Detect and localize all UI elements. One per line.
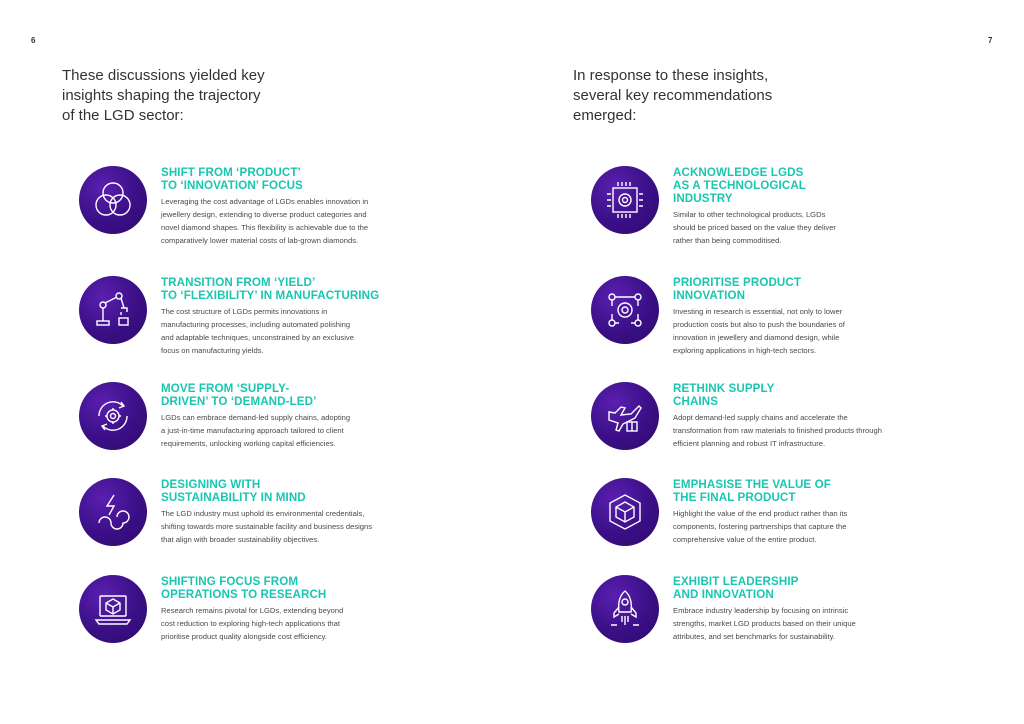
- chip-gear-icon: [591, 166, 659, 234]
- gear-cycle-icon: [79, 382, 147, 450]
- rocket-icon: [591, 575, 659, 643]
- item-body: Investing in research is essential, not only to lower production costs but also to push the boundaries of innovation in jewellery and diamond design, while exploring applications in high-tech sectors.: [673, 307, 845, 355]
- item-body: LGDs can embrace demand-led supply chains, adopting a just-in-time manufacturing approach tailored to client requirements, unlocking working capital efficiencies.: [161, 413, 351, 448]
- item-heading: PRIORITISE PRODUCT INNOVATION: [673, 276, 802, 302]
- item-body: Research remains pivotal for LGDs, extending beyond cost reduction to exploring high-tech applications that prioritise product quality alongside cost efficiency.: [161, 606, 344, 641]
- gear-network-icon: [591, 276, 659, 344]
- page-number-right: 7: [988, 36, 993, 45]
- left-intro-text: These discussions yielded key insights shaping the trajectory of the LGD sector:: [62, 67, 265, 124]
- item-body: Similar to other technological products, LGDs should be priced based on the value they deliver rather than being commoditised.: [673, 210, 836, 245]
- item-heading: SHIFT FROM ‘PRODUCT’ TO ‘INNOVATION’ FOCUS: [161, 166, 303, 192]
- cube-icon: [591, 478, 659, 546]
- overlapping-circles-icon: [79, 166, 147, 234]
- item-body: Embrace industry leadership by focusing on intrinsic strengths, market LGD products based on their unique attributes, and set benchmarks for sustainability.: [673, 606, 856, 641]
- item-body: The cost structure of LGDs permits innovations in manufacturing processes, including automated polishing and adaptable techniques, unconstrained by an exclusive focus on manufacturing yields.: [161, 307, 354, 355]
- right-intro-text: In response to these insights, several key recommendations emerged:: [573, 67, 773, 124]
- item-heading: ACKNOWLEDGE LGDS AS A TECHNOLOGICAL INDUSTRY: [673, 166, 806, 205]
- airplane-box-icon: [591, 382, 659, 450]
- item-heading: EXHIBIT LEADERSHIP AND INNOVATION: [673, 575, 799, 601]
- page-number-left: 6: [31, 36, 36, 45]
- item-heading: TRANSITION FROM ‘YIELD’ TO ‘FLEXIBILITY’ IN MANUFACTURING: [161, 276, 380, 302]
- robotic-arm-icon: [79, 276, 147, 344]
- energy-recycle-icon: [79, 478, 147, 546]
- item-body: Adopt demand-led supply chains and accelerate the transformation from raw materials to finished products through efficient planning and robust IT infrastructure.: [673, 413, 882, 448]
- item-heading: DESIGNING WITH SUSTAINABILITY IN MIND: [161, 478, 306, 504]
- laptop-cube-icon: [79, 575, 147, 643]
- item-heading: RETHINK SUPPLY CHAINS: [673, 382, 775, 408]
- item-heading: EMPHASISE THE VALUE OF THE FINAL PRODUCT: [673, 478, 831, 504]
- item-body: Highlight the value of the end product rather than its components, fostering partnerships that capture the comprehensive value of the entire product.: [673, 509, 848, 544]
- item-heading: MOVE FROM ‘SUPPLY- DRIVEN’ TO ‘DEMAND-LED’: [161, 382, 317, 408]
- item-body: The LGD industry must uphold its environmental credentials, shifting towards more sustainable facility and business designs that align with broader sustainability objectives.: [161, 509, 373, 544]
- item-body: Leveraging the cost advantage of LGDs enables innovation in jewellery design, extending to diverse product categories and novel diamond shapes. This flexibility is achievable due to the comparatively lower material costs of lab-grown diamonds.: [161, 197, 369, 245]
- item-heading: SHIFTING FOCUS FROM OPERATIONS TO RESEARCH: [161, 575, 327, 601]
